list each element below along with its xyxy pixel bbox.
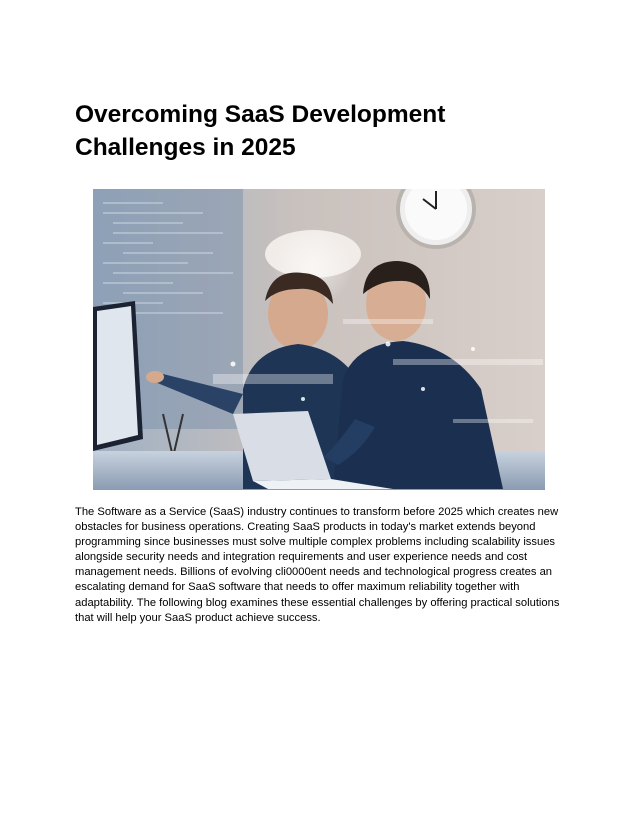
hero-photo	[93, 189, 545, 490]
wall-clock-icon	[398, 189, 474, 247]
article-intro: The Software as a Service (SaaS) industry continues to transform before 2025 which creates new obstacles for business operations. Creating SaaS products in today's market extends beyond programming since businesses must solve multiple complex problems including scalability issues alongside security needs and integration requirements and user experience needs and cost management needs. Billions of evolving cli0000ent needs and technological progress creates an escalating demand for SaaS software that needs to offer maximum reliability together with adaptability. The following blog examines these essential challenges by offering practical solutions that will help your SaaS product achieve success.	[75, 506, 560, 624]
article-title: Overcoming SaaS Development Challenges in 2025	[75, 101, 446, 161]
hero-image	[93, 189, 545, 490]
